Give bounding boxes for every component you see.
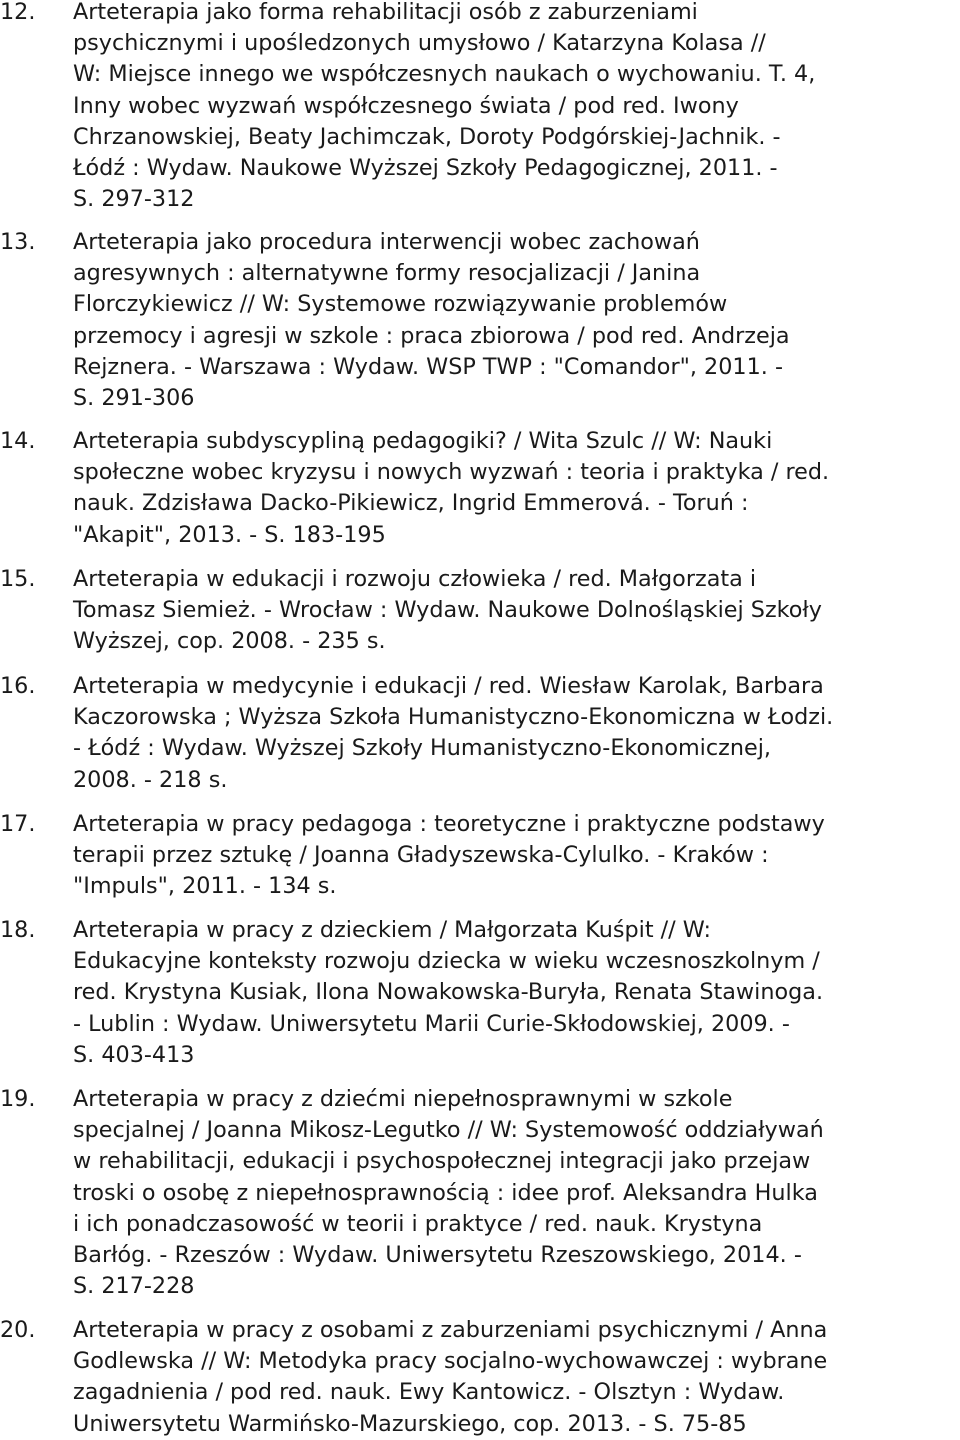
entry-line: agresywnych : alternatywne formy resocjalizacji / Janina: [73, 260, 701, 287]
entry-line: Arteterapia w medycynie i edukacji / red. Wiesław Karolak, Barbara: [73, 673, 824, 699]
entry-line: S. 297-312: [73, 186, 195, 213]
entry-line: - Lublin : Wydaw. Uniwersytetu Marii Curie-Skłodowskiej, 2009. -: [73, 1010, 790, 1037]
entry-line: specjalnej / Joanna Mikosz-Legutko // W: Systemowość oddziaływań: [73, 1117, 824, 1144]
entry-line: Godlewska // W: Metodyka pracy socjalno-wychowawczej : wybrane: [73, 1348, 828, 1375]
entry-text: [73, 915, 960, 1071]
entry-number: 20.: [0, 1317, 36, 1343]
entry-line: Łódź : Wydaw. Naukowe Wyższej Szkoły Pedagogicznej, 2011. -: [73, 155, 778, 182]
entry-line: Arteterapia jako procedura interwencji wobec zachowań: [73, 229, 700, 255]
entry-number: 14.: [0, 428, 36, 454]
entry-text: [73, 0, 960, 215]
entry-line: red. Krystyna Kusiak, Ilona Nowakowska-Buryła, Renata Stawinoga.: [73, 979, 824, 1006]
entry-line: "Akapit", 2013. - S. 183-195: [73, 521, 386, 548]
entry-number: 17.: [0, 811, 36, 837]
entry-line: "Impuls", 2011. - 134 s.: [73, 873, 337, 900]
entry-line: nauk. Zdzisława Dacko-Pikiewicz, Ingrid Emmerová. - Toruń :: [73, 490, 749, 517]
entry-line: Tomasz Siemież. - Wrocław : Wydaw. Naukowe Dolnośląskiej Szkoły: [73, 597, 822, 624]
entry-line: i ich ponadczasowość w teorii i praktyce / red. nauk. Krystyna: [73, 1210, 763, 1237]
entry-text: [73, 564, 960, 658]
entry-text: [73, 1315, 960, 1440]
entry-text: [73, 426, 960, 551]
entry-number: 16.: [0, 673, 36, 699]
entry-number: 18.: [0, 917, 36, 943]
entry-line: Uniwersytetu Warmińsko-Mazurskiego, cop. 2013. - S. 75-85: [73, 1410, 747, 1437]
entry-line: Kaczorowska ; Wyższa Szkoła Humanistyczno-Ekonomiczna w Łodzi.: [73, 704, 834, 731]
entry-line: 2008. - 218 s.: [73, 766, 228, 793]
entry-line: w rehabilitacji, edukacji i psychospołecznej integracji jako przejaw: [73, 1148, 811, 1175]
entry-line: przemocy i agresji w szkole : praca zbiorowa / pod red. Andrzeja: [73, 322, 790, 349]
entry-line: Arteterapia w edukacji i rozwoju człowieka / red. Małgorzata i: [73, 566, 757, 592]
entry-line: Wyższej, cop. 2008. - 235 s.: [73, 628, 386, 655]
entry-text: [73, 1084, 960, 1302]
entry-line: Arteterapia w pracy z osobami z zaburzeniami psychicznymi / Anna: [73, 1317, 828, 1343]
entry-line: S. 403-413: [73, 1041, 195, 1068]
entry-line: zagadnienia / pod red. nauk. Ewy Kantowicz. - Olsztyn : Wydaw.: [73, 1379, 785, 1406]
entry-line: Arteterapia jako forma rehabilitacji osób z zaburzeniami: [73, 0, 698, 25]
entry-line: psychicznymi i upośledzonych umysłowo / Katarzyna Kolasa //: [73, 30, 766, 57]
entry-line: troski o osobę z niepełnosprawnością : idee prof. Aleksandra Hulka: [73, 1179, 818, 1206]
entry-number: 12.: [0, 0, 36, 25]
entry-text: [73, 671, 960, 796]
entry-number: 19.: [0, 1086, 36, 1112]
entry-line: Rejznera. - Warszawa : Wydaw. WSP TWP : "Comandor", 2011. -: [73, 353, 784, 380]
entry-line: społeczne wobec kryzysu i nowych wyzwań : teoria i praktyka / red.: [73, 459, 830, 486]
entry-line: terapii przez sztukę / Joanna Gładyszewska-Cylulko. - Kraków :: [73, 842, 769, 869]
entry-text: [73, 809, 960, 903]
entry-number: 15.: [0, 566, 36, 592]
entry-line: Arteterapia w pracy z dzieckiem / Małgorzata Kuśpit // W:: [73, 917, 712, 943]
entry-line: W: Miejsce innego we współczesnych naukach o wychowaniu. T. 4,: [73, 61, 816, 88]
entry-text: [73, 227, 960, 414]
entry-line: Arteterapia subdyscypliną pedagogiki? / Wita Szulc // W: Nauki: [73, 428, 773, 454]
entry-line: S. 291-306: [73, 385, 195, 412]
entry-number: 13.: [0, 229, 36, 255]
entry-line: Chrzanowskiej, Beaty Jachimczak, Doroty Podgórskiej-Jachnik. -: [73, 123, 781, 150]
entry-line: Edukacyjne konteksty rozwoju dziecka w wieku wczesnoszkolnym /: [73, 948, 820, 975]
entry-line: Inny wobec wyzwań współczesnego świata / pod red. Iwony: [73, 92, 739, 119]
entry-line: - Łódź : Wydaw. Wyższej Szkoły Humanistyczno-Ekonomicznej,: [73, 735, 771, 762]
entry-line: Arteterapia w pracy pedagoga : teoretyczne i praktyczne podstawy: [73, 811, 825, 837]
entry-line: Florczykiewicz // W: Systemowe rozwiązywanie problemów: [73, 291, 728, 318]
entry-line: Arteterapia w pracy z dziećmi niepełnosprawnymi w szkole: [73, 1086, 733, 1112]
entry-line: S. 217-228: [73, 1273, 195, 1300]
entry-line: Barłóg. - Rzeszów : Wydaw. Uniwersytetu Rzeszowskiego, 2014. -: [73, 1242, 802, 1269]
